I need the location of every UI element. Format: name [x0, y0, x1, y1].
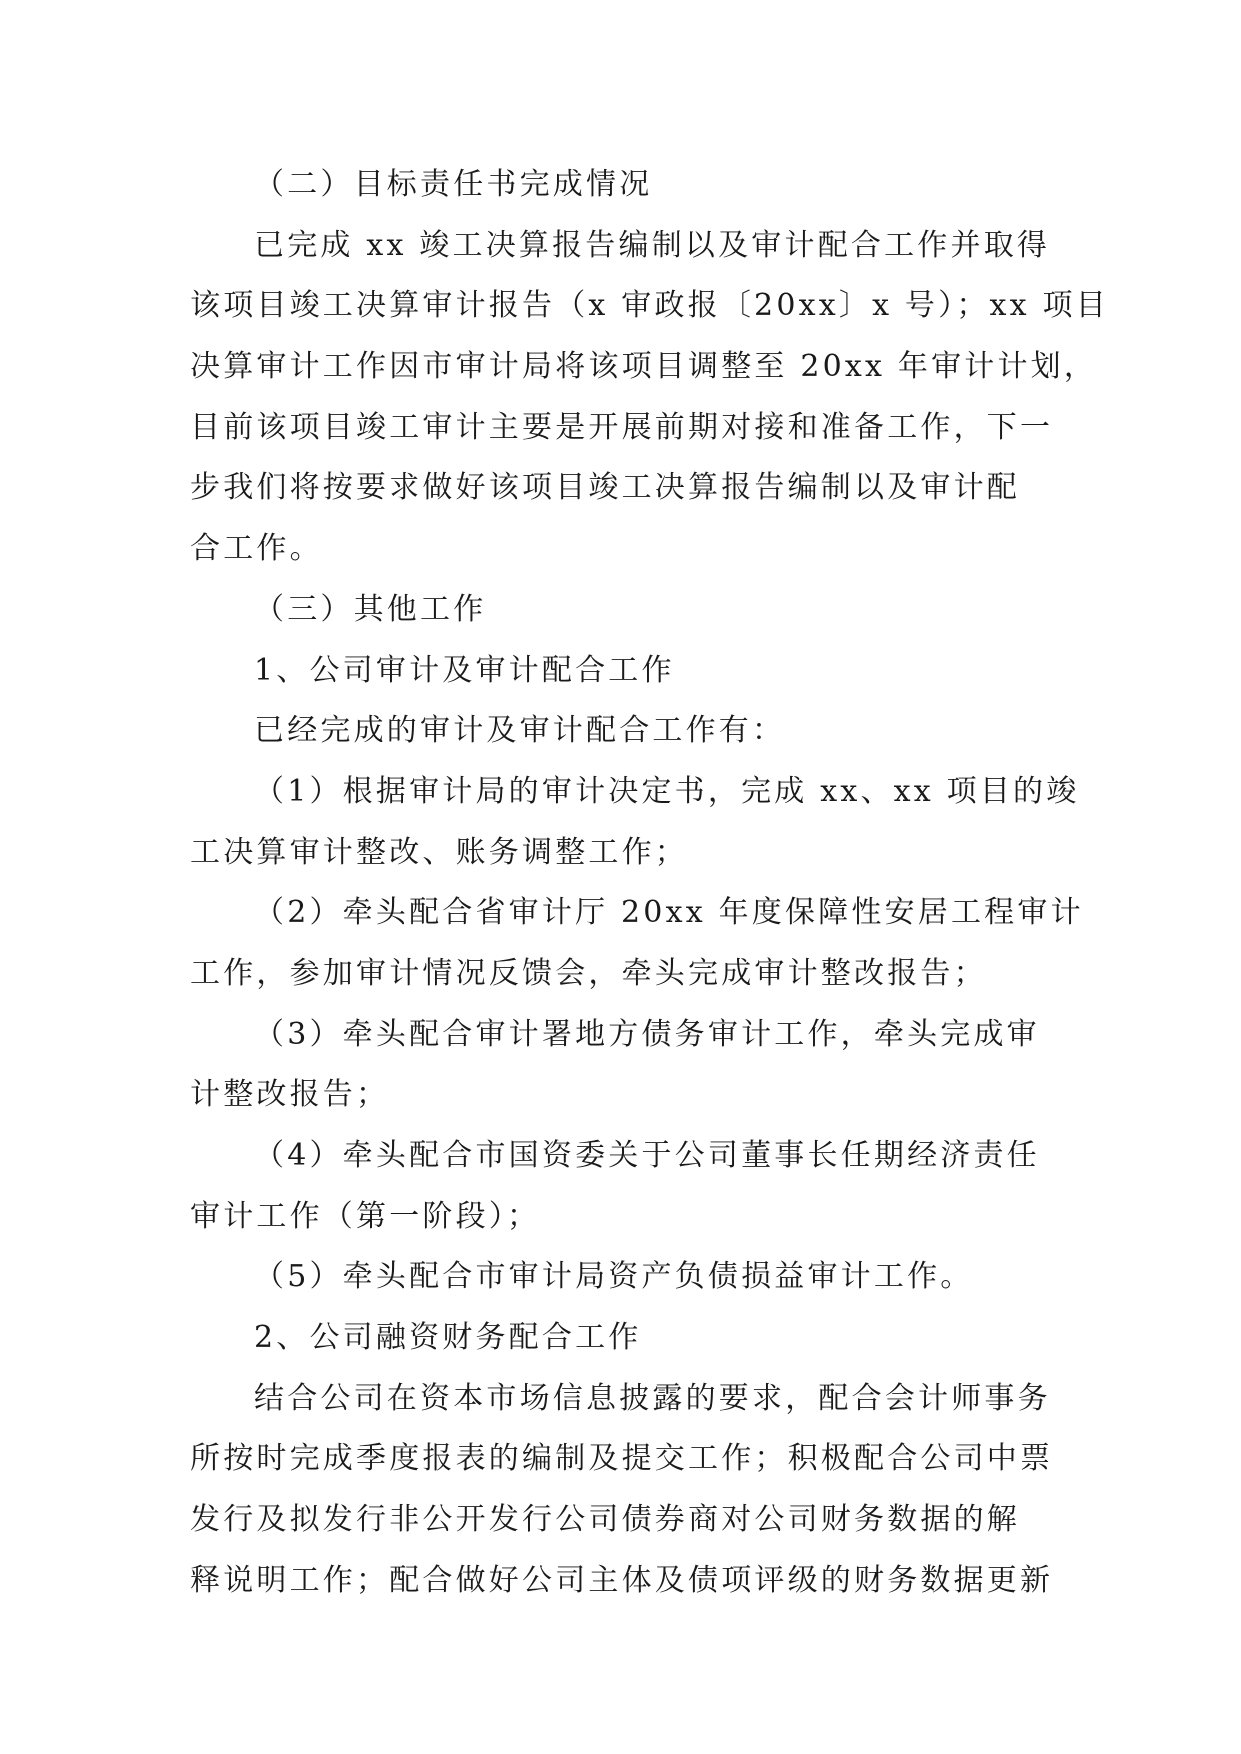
subsection-heading-2: 2、公司融资财务配合工作 [254, 1320, 642, 1356]
list-item-4-cont: 审计工作（第一阶段）； [190, 1198, 541, 1234]
paragraph-line: 该项目竣工决算审计报告（x 审政报〔20xx〕x 号）；xx 项目 [190, 288, 1109, 324]
paragraph-line: 合工作。 [190, 531, 323, 567]
list-item-4: （4）牵头配合市国资委关于公司董事长任期经济责任 [254, 1138, 1040, 1173]
list-item-2: （2）牵头配合省审计厅 20xx 年度保障性安居工程审计 [254, 895, 1084, 931]
paragraph-line: 释说明工作；配合做好公司主体及债项评级的财务数据更新 [190, 1562, 1054, 1598]
section-heading-3: （三）其他工作 [254, 591, 487, 627]
paragraph-line: 结合公司在资本市场信息披露的要求，配合会计师事务 [254, 1380, 1051, 1416]
paragraph-line: 已完成 xx 竣工决算报告编制以及审计配合工作并取得 [254, 227, 1051, 263]
list-item-1: （1）根据审计局的审计决定书，完成 xx、xx 项目的竣 [254, 773, 1080, 809]
paragraph-line: 目前该项目竣工审计主要是开展前期对接和准备工作，下一 [190, 409, 1054, 445]
subsection-heading-1: 1、公司审计及审计配合工作 [254, 652, 675, 688]
paragraph-line: 步我们将按要求做好该项目竣工决算报告编制以及审计配 [190, 470, 1020, 506]
document-body [190, 155, 1109, 1612]
paragraph-line: 发行及拟发行非公开发行公司债券商对公司财务数据的解 [190, 1502, 1020, 1538]
paragraph-line: 决算审计工作因市审计局将该项目调整至 20xx 年审计计划， [190, 349, 1098, 385]
section-heading-2: （二）目标责任书完成情况 [254, 167, 653, 202]
list-item-2-cont: 工作，参加审计情况反馈会，牵头完成审计整改报告； [190, 955, 987, 991]
list-item-3-cont: 计整改报告； [190, 1077, 390, 1113]
list-item-3: （3）牵头配合审计署地方债务审计工作，牵头完成审 [254, 1016, 1040, 1052]
paragraph-line: 所按时完成季度报表的编制及提交工作；积极配合公司中票 [190, 1441, 1054, 1477]
list-item-5: （5）牵头配合市审计局资产负债损益审计工作。 [254, 1259, 974, 1295]
list-item-1-cont: 工决算审计整改、账务调整工作； [190, 834, 688, 870]
paragraph-line: 已经完成的审计及审计配合工作有： [254, 713, 786, 749]
